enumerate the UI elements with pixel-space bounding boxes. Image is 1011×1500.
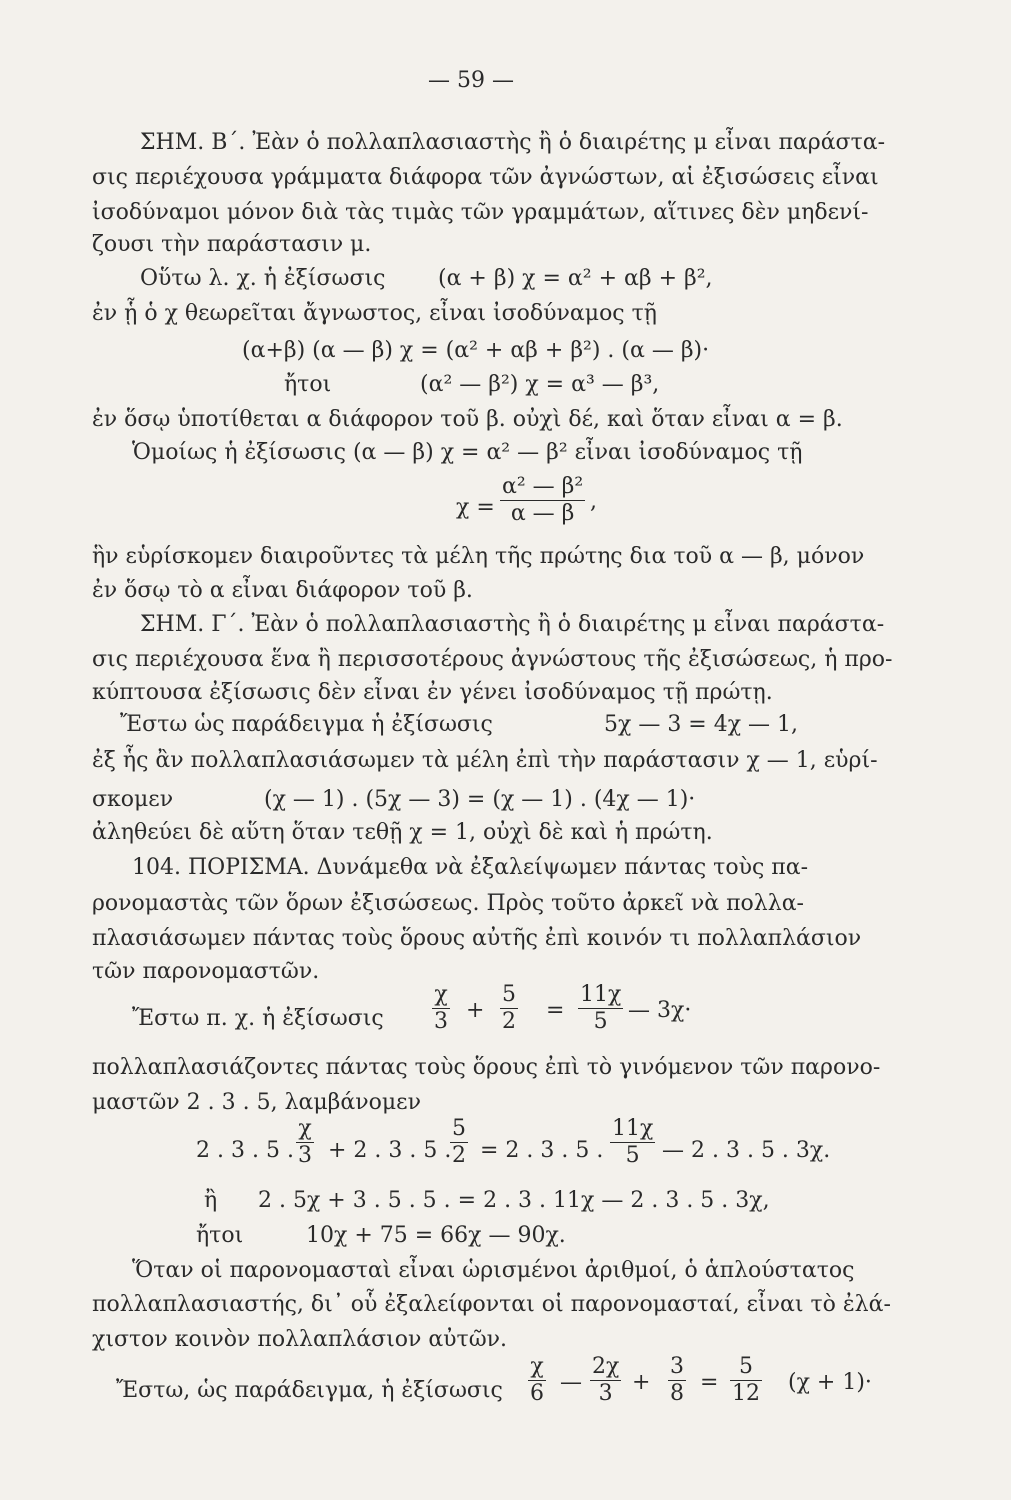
body-text: ἀληθεύει δὲ αὕτη ὅταν τεθῇ χ = 1, οὐχὶ δὲ καὶ ἡ πρώτη. <box>92 820 713 845</box>
equation: (χ — 1) . (5χ — 3) = (χ — 1) . (4χ — 1)· <box>264 787 696 812</box>
fraction-denominator: 5 <box>625 1143 640 1168</box>
fraction-denominator: 6 <box>530 1381 544 1406</box>
fraction <box>500 982 518 1035</box>
body-text: Ὁμοίως ἡ ἐξίσωσις (α — β) χ = α² — β² εἶναι ἰσοδύναμος τῇ <box>132 440 803 465</box>
fraction-numerator: 2χ <box>592 1354 620 1379</box>
body-text: ἐν ὅσῳ ὑποτίθεται α διάφορον τοῦ β. οὐχὶ δέ, καὶ ὅταν εἶναι α = β. <box>92 407 843 432</box>
body-text: πλασιάσωμεν πάντας τοὺς ὅρους αὐτῆς ἐπὶ κοινόν τι πολλαπλάσιον <box>92 926 862 951</box>
example-intro: Οὕτω λ. χ. ἡ ἐξίσωσις <box>140 266 386 291</box>
fraction-denominator: 2 <box>452 1143 466 1168</box>
body-text: τῶν παρονομαστῶν. <box>92 959 320 984</box>
fraction-denominator: 3 <box>298 1143 312 1168</box>
operator: + <box>466 998 485 1023</box>
fraction-numerator: 5 <box>730 1354 762 1381</box>
body-text: μαστῶν 2 . 3 . 5, λαμβάνομεν <box>92 1090 421 1115</box>
note-b-text: σις περιέχουσα γράμματα διάφορα τῶν ἀγνώστων, αἱ ἐξισώσεις εἶναι <box>92 165 879 190</box>
equation: 10χ + 75 = 66χ — 90χ. <box>306 1223 566 1248</box>
equation: (α + β) χ = α² + αβ + β², <box>438 266 713 291</box>
fraction <box>500 474 585 527</box>
equation-part: + 2 . 3 . 5 . <box>328 1138 452 1163</box>
fraction <box>668 1354 686 1407</box>
example-intro: Ἔστω π. χ. ἡ ἐξίσωσις <box>132 1006 384 1031</box>
fraction-lhs: χ = <box>456 495 495 520</box>
fraction-numerator: χ <box>432 982 450 1009</box>
body-text: ἐξ ἧς ἂν πολλαπλασιάσωμεν τὰ μέλη ἐπὶ τὴν παράστασιν χ — 1, εὑρί- <box>92 748 878 773</box>
operator: = <box>546 998 565 1023</box>
operator: = <box>700 1370 719 1395</box>
fraction <box>590 1354 621 1407</box>
body-text: ἐν ὅσῳ τὸ α εἶναι διάφορον τοῦ β. <box>92 578 473 603</box>
fraction <box>432 982 450 1035</box>
equation-part: — 2 . 3 . 5 . 3χ. <box>662 1138 831 1163</box>
body-text: ἣν εὑρίσκομεν διαιροῦντες τὰ μέλη τῆς πρώτης δια τοῦ α — β, μόνον <box>92 544 865 569</box>
page-number: — 59 — <box>428 68 514 93</box>
equation-label: ἤτοι <box>284 372 332 397</box>
body-text: Ὅταν οἱ παρονομασταὶ εἶναι ὡρισμένοι ἀριθμοί, ὁ ἁπλούστατος <box>132 1258 855 1283</box>
note-c-text: κύπτουσα ἐξίσωσις δὲν εἶναι ἐν γένει ἰσοδύναμος τῇ πρώτῃ. <box>92 680 773 705</box>
fraction <box>450 1116 468 1169</box>
fraction-denominator: 2 <box>502 1009 516 1034</box>
note-c-text: ΣΗΜ. Γ΄. Ἐὰν ὁ πολλαπλασιαστὴς ἢ ὁ διαιρέτης μ εἶναι παράστα- <box>140 612 885 637</box>
fraction-numerator: 5 <box>502 982 516 1007</box>
equation-label: ἢ <box>204 1188 218 1213</box>
body-text: σκομεν <box>92 787 174 812</box>
fraction <box>730 1354 762 1407</box>
body-text: ρονομαστὰς τῶν ὅρων ἐξισώσεως. Πρὸς τοῦτο ἀρκεῖ νὰ πολλα- <box>92 891 804 916</box>
fraction-denominator: 5 <box>593 1009 608 1034</box>
fraction-numerator: 11χ <box>612 1116 654 1141</box>
equation: 2 . 5χ + 3 . 5 . 5 . = 2 . 3 . 11χ — 2 . 3 . 5 . 3χ, <box>258 1188 770 1213</box>
operator: — <box>560 1370 582 1395</box>
note-b-text: ΣΗΜ. Β΄. Ἐὰν ὁ πολλαπλασιαστὴς ἢ ὁ διαιρέτης μ εἶναι παράστα- <box>140 130 886 155</box>
fraction-denominator: 3 <box>434 1009 448 1034</box>
fraction-denominator: 12 <box>732 1381 760 1406</box>
fraction <box>578 982 623 1035</box>
fraction-numerator: χ <box>528 1354 546 1381</box>
body-text: πολλαπλασιάζοντες πάντας τοὺς ὅρους ἐπὶ τὸ γινόμενον τῶν παρονο- <box>92 1055 881 1080</box>
fraction-numerator: 3 <box>670 1354 684 1379</box>
operator: + <box>632 1370 651 1395</box>
body-text: ἐν ᾗ ὁ χ θεωρεῖται ἄγνωστος, εἶναι ἰσοδύναμος τῇ <box>92 301 657 326</box>
fraction <box>296 1116 314 1169</box>
example-intro: Ἔστω ὡς παράδειγμα ἡ ἐξίσωσις <box>120 712 493 737</box>
equation-tail: (χ + 1)· <box>788 1370 872 1395</box>
note-c-text: σις περιέχουσα ἕνα ἢ περισσοτέρους ἀγνώστους τῆς ἐξισώσεως, ἡ προ- <box>92 647 893 672</box>
equation: 5χ — 3 = 4χ — 1, <box>604 712 799 737</box>
note-b-text: ἰσοδύναμοι μόνον διὰ τὰς τιμὰς τῶν γραμμάτων, αἵτινες δὲν μηδενί- <box>92 200 869 225</box>
fraction-denominator: 3 <box>598 1381 613 1406</box>
fraction <box>610 1116 655 1169</box>
equation-label: ἤτοι <box>196 1223 244 1248</box>
fraction <box>528 1354 546 1407</box>
section-104-heading: 104. ΠΟΡΙΣΜΑ. Δυνάμεθα νὰ ἐξαλείψωμεν πάντας τοὺς πα- <box>132 855 809 880</box>
note-b-text: ζουσι τὴν παράστασιν μ. <box>92 232 372 257</box>
equation-part: = 2 . 3 . 5 . <box>480 1138 604 1163</box>
body-text: χιστον κοινὸν πολλαπλάσιον αὐτῶν. <box>92 1327 508 1352</box>
equation-tail: — 3χ· <box>628 998 692 1023</box>
fraction-denominator: 8 <box>670 1381 684 1406</box>
equation: (α+β) (α — β) χ = (α² + αβ + β²) . (α — β)· <box>242 338 710 363</box>
equation-part: 2 . 3 . 5 . <box>196 1138 294 1163</box>
fraction-tail: , <box>590 489 597 514</box>
example-intro: Ἔστω, ὡς παράδειγμα, ἡ ἐξίσωσις <box>116 1378 503 1403</box>
equation: (α² — β²) χ = α³ — β³, <box>420 372 660 397</box>
body-text: πολλαπλασιαστής, δι᾽ οὗ ἐξαλείφονται οἱ παρονομασταί, εἶναι τὸ ἐλά- <box>92 1292 891 1317</box>
fraction-numerator: χ <box>296 1116 314 1143</box>
fraction-denominator: α — β <box>510 501 575 526</box>
fraction-numerator: 11χ <box>580 982 622 1007</box>
fraction-numerator: 5 <box>452 1116 466 1141</box>
fraction-numerator: α² — β² <box>502 474 584 499</box>
